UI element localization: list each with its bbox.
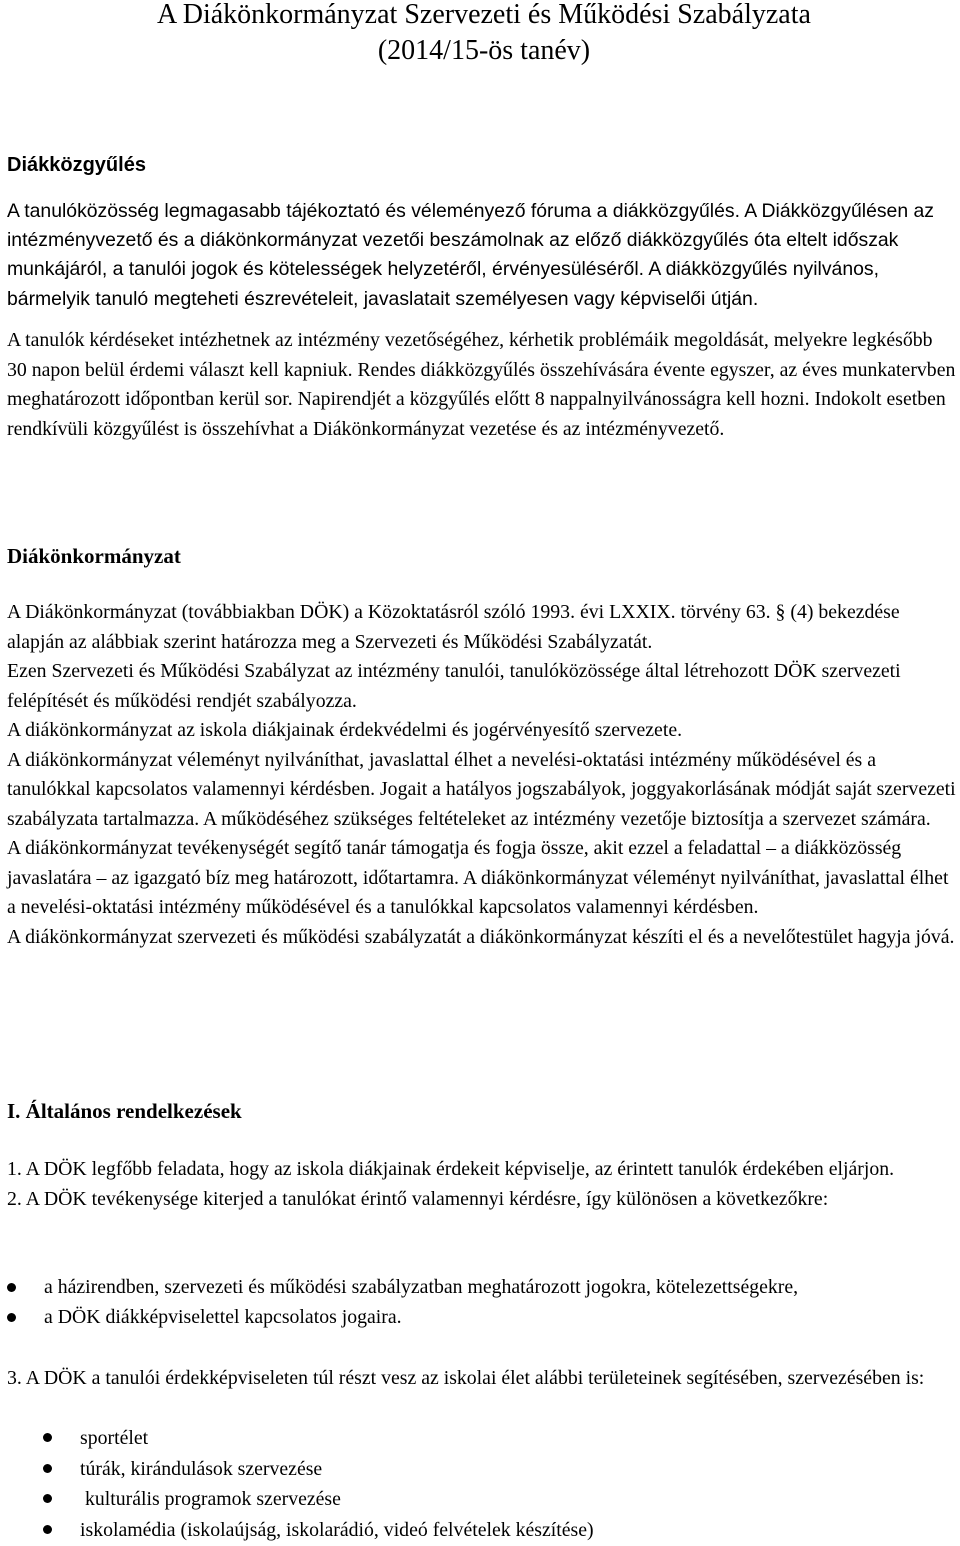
dok-paragraph: A diákönkormányzat véleményt nyilváníthat, javaslattal élhet a nevelési-oktatási intézmény működésével és a tanulókkal kapcsolatos valamennyi kérdésben. Jogait a hatályos jogszabályok, joggyakorlásának módját saját szervezeti szabályzata tartalmazza. A működéséhez szükséges feltételeket az intézmény vezetője biztosítja a szervezet számára. [7,748,956,830]
rule-item-1: 1. A DÖK legfőbb feladata, hogy az iskola diákjainak érdekeit képviselje, az érintett tanulók érdekében eljárjon. [7,1158,895,1180]
dok-paragraph: A diákönkormányzat tevékenységét segítő tanár támogatja és fogja össze, akit ezzel a feladattal – a diákközösség javaslatára – az igazgató bíz meg határozott, időtartamra. A diákönkormányzat véleményt nyilváníthat, javaslattal élhet a nevelési-oktatási intézmény működésével és a tanulókkal kapcsolatos valamennyi kérdésben. [7,837,949,918]
paragraph-diakkozgyules-serif: A tanulók kérdéseket intézhetnek az intézmény vezetőségéhez, kérhetik problémáik megoldását, melyekre legkésőbb 30 napon belül érdemi választ kell kapniuk. Rendes diákközgyűlés összehívására évente egyszer, az éves munkatervben meghatározott időpontban kerül sor. Napirendjét a közgyűlés előtt 8 nappalnyilvánosságra kell hozni. Indokolt esetben rendkívüli közgyűlést is összehívhat a Diákönkormányzat vezetése és az intézményvezető. [7,329,956,440]
list-item: sportélet [80,1423,950,1454]
list-item: a házirendben, szervezeti és működési szabályzatban meghatározott jogokra, kötelezettségekre, [44,1273,949,1303]
section-heading-altalanos: I. Általános rendelkezések [7,1099,242,1123]
bullet-icon [43,1525,52,1534]
rule-item-3: 3. A DÖK a tanulói érdekképviseleten túl részt vesz az iskolai élet alábbi területeinek segítésében, szervezésében is: [7,1367,925,1389]
section-heading-diakkozgyules: Diákközgyűlés [7,154,146,176]
bullet-icon [43,1464,52,1473]
list-item: a DÖK diákképviselettel kapcsolatos jogaira. [44,1303,949,1333]
rule-item-2-bullets [44,1273,949,1332]
title-line-1: A Diákönkormányzat Szervezeti és Működési Szabályzata [157,0,811,30]
list-item: túrák, kirándulások szervezése [80,1454,950,1485]
rule-item-2: 2. A DÖK tevékenysége kiterjed a tanulókat érintő valamennyi kérdésre, így különösen a következőkre: [7,1187,829,1210]
bullet-icon [43,1433,52,1442]
list-item: kulturális programok szervezése [80,1484,950,1515]
rule-item-3-bullets [80,1423,950,1545]
bullet-icon [7,1313,16,1322]
dok-paragraph: A Diákönkormányzat (továbbiakban DÖK) a Közoktatásról szóló 1993. évi LXXIX. törvény 63. § (4) bekezdése alapján az alábbiak szerint határozza meg a Szervezeti és Működési Szabályzatát. [7,601,900,653]
bullet-icon [43,1494,52,1503]
paragraph-diakkozgyules-sans: A tanulóközösség legmagasabb tájékoztató és véleményező fóruma a diákközgyűlés. A Diákközgyűlésen az intézményvezető és a diákönkormányzat vezetői beszámolnak az előző diákközgyűlés óta eltelt időszak munkájáról, a tanulói jogok és kötelességek helyzetéről, érvényesüléséről. A diákközgyűlés nyilvános, bármelyik tanuló megteheti észrevételeit, javaslatait személyesen vagy képviselői útján. [7,200,934,310]
section-heading-diakonkormanyzat: Diákönkormányzat [7,544,181,568]
list-item: iskolamédia (iskolaújság, iskolarádió, videó felvételek készítése) [80,1515,950,1546]
dok-paragraph: A diákönkormányzat az iskola diákjainak érdekvédelmi és jogérvényesítő szervezete. [7,719,683,741]
document-title [0,0,960,69]
title-line-2: (2014/15-ös tanév) [377,35,591,66]
bullet-icon [7,1283,16,1292]
altalanos-body [7,1155,957,1214]
dok-paragraph: Ezen Szervezeti és Működési Szabályzat az intézmény tanulói, tanulóközössége által létrehozott DÖK szervezeti felépítését és működési rendjét szabályozza. [7,660,901,712]
dok-paragraph: A diákönkormányzat szervezeti és működési szabályzatát a diákönkormányzat készíti el és a nevelőtestület hagyja jóvá. [7,925,955,948]
diakonkormanyzat-body [7,598,957,952]
